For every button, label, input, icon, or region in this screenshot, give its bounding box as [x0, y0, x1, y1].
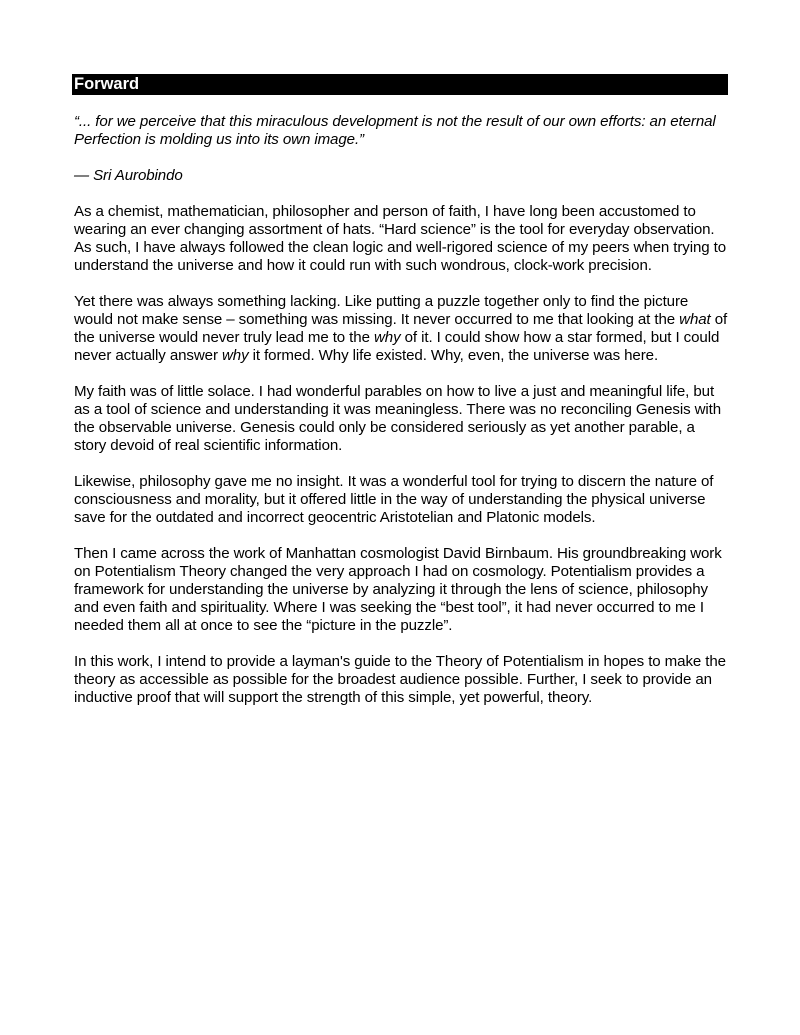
paragraph-2-text-1: Yet there was always something lacking. Like putting a puzzle together only to find the picture would not make sense – something was missing. It never occurred to me that looking at the: [74, 293, 689, 328]
emphasis-why-2: why: [221, 347, 249, 364]
paragraph-4: Likewise, philosophy gave me no insight. It was a wonderful tool for trying to discern the nature of consciousness and morality, but it offered little in the way of understanding the physical universe save for the outdated and incorrect geocentric Aristotelian and Platonic models.: [74, 473, 714, 526]
paragraph-5: Then I came across the work of Manhattan cosmologist David Birnbaum. His groundbreaking work on Potentialism Theory changed the very approach I had on cosmology. Potentialism provides a framework for understanding the universe by analyzing it through the lens of science, philosophy and even faith and spirituality. Where I was seeking the “best tool”, it had never occurred to me I needed them all at once to see the “picture in the puzzle”.: [74, 545, 722, 634]
emphasis-what: what: [679, 311, 711, 328]
paragraph-2-text-3: of it. I could show how a star formed, but I could never actually answer: [74, 329, 720, 364]
epigraph-quote: “... for we perceive that this miraculous development is not the result of our own efforts: an eternal Perfection is molding us into its own image.”: [74, 113, 716, 148]
paragraph-1: As a chemist, mathematician, philosopher and person of faith, I have long been accustomed to wearing an ever changing assortment of hats. “Hard science” is the tool for everyday observation. As such, I have always followed the clean logic and well-rigored science of my peers when trying to understand the universe and how it could run with such wondrous, clock-work precision.: [74, 203, 727, 274]
paragraph-2-text-2: of the universe would never truly lead me to the: [74, 311, 728, 346]
section-header-bar: [72, 74, 728, 95]
document-body: [74, 113, 728, 725]
paragraph-2: [74, 293, 728, 365]
section-title: Forward: [74, 75, 140, 93]
epigraph-attribution: — Sri Aurobindo: [74, 167, 183, 184]
paragraph-3: My faith was of little solace. I had wonderful parables on how to live a just and meaningful life, but as a tool of science and understanding it was meaningless. There was no reconciling Genesis with the observable universe. Genesis could only be considered seriously as yet another parable, a story devoid of real scientific information.: [74, 383, 722, 454]
emphasis-why: why: [373, 329, 401, 346]
paragraph-2-text-4: it formed. Why life existed. Why, even, the universe was here.: [248, 347, 659, 364]
paragraph-6: In this work, I intend to provide a layman's guide to the Theory of Potentialism in hopes to make the theory as accessible as possible for the broadest audience possible. Further, I seek to provide an inductive proof that will support the strength of this simple, yet powerful, theory.: [74, 653, 726, 706]
